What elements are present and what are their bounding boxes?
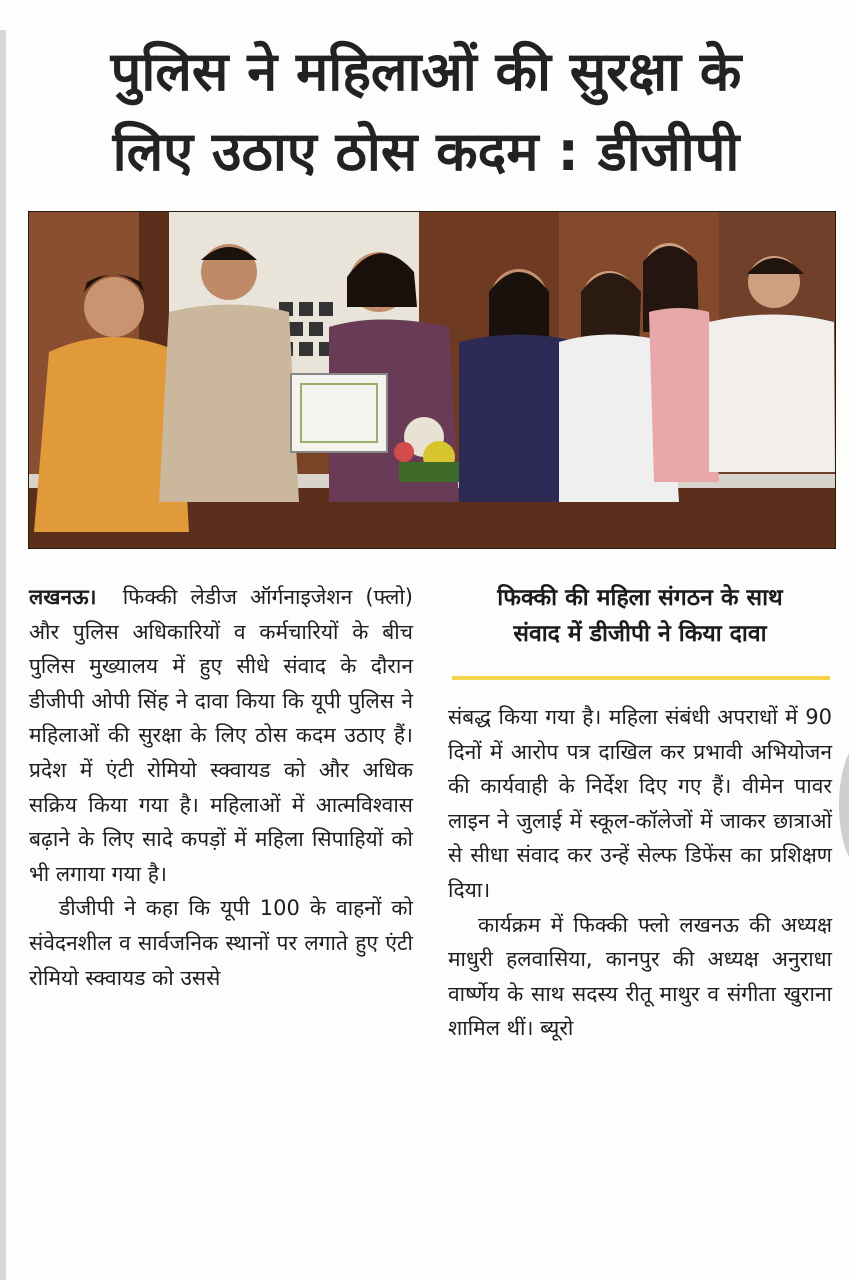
subheadline bbox=[448, 580, 832, 652]
article-paragraph-1 bbox=[29, 580, 413, 891]
article-paragraph-1-text: फिक्की लेडीज ऑर्गनाइजेशन (फ्लो) और पुलिस अधिकारियों व कर्मचारियों के बीच पुलिस मुख्यालय में हुए सीधे संवाद के दौरान डीजीपी ओपी सिंह ने दावा किया कि यूपी पुलिस ने महिलाओं की सुरक्षा के लिए ठोस कदम उठाए हैं। प्रदेश में एंटी रोमियो स्क्वायड को और अधिक सक्रिय किया गया है। महिलाओं में आत्मविश्वास बढ़ाने के लिए सादे कपड़ों में महिला सिपाहियों को भी लगाया गया है। bbox=[29, 585, 413, 886]
subheadline-rule bbox=[452, 676, 830, 680]
headline-line-1: पुलिस ने महिलाओं की सुरक्षा के bbox=[110, 40, 742, 103]
finger-shadow bbox=[839, 740, 849, 870]
article-paragraph-2: डीजीपी ने कहा कि यूपी 100 के वाहनों को संवेदनशील व सार्वजनिक स्थानों पर लगाते हुए एंटी रोमियो स्क्वायड को उससे bbox=[29, 896, 413, 990]
dateline: लखनऊ। bbox=[29, 585, 97, 609]
headline bbox=[26, 32, 826, 192]
photo-illustration bbox=[29, 212, 835, 548]
article-paragraph-4: कार्यक्रम में फिक्की फ्लो लखनऊ की अध्यक्ष माधुरी हलवासिया, कानपुर की अध्यक्ष अनुराधा वार्ष्णेय के साथ सदस्य रीतू माथुर व संगीता खुराना शामिल थीं। ब्यूरो bbox=[448, 912, 832, 1041]
page-left-border bbox=[0, 30, 6, 1280]
article-column-right bbox=[448, 700, 832, 1046]
subheadline-line-1: फिक्की की महिला संगठन के साथ bbox=[497, 585, 783, 611]
article-paragraph-3: संबद्ध किया गया है। महिला संबंधी अपराधों में 90 दिनों में आरोप पत्र दाखिल कर प्रभावी अभियोजन की कार्यवाही के निर्देश दिए गए हैं। वीमेन पावर लाइन ने जुलाई में स्कूल-कॉलेजों में जाकर छात्राओं से सीधा संवाद कर उन्हें सेल्फ डिफेंस का प्रशिक्षण दिया। bbox=[448, 705, 832, 902]
news-photo bbox=[28, 211, 836, 549]
article-column-left bbox=[29, 580, 413, 995]
subheadline-line-2: संवाद में डीजीपी ने किया दावा bbox=[513, 621, 767, 647]
headline-line-2: लिए उठाए ठोस कदम : डीजीपी bbox=[112, 120, 740, 183]
